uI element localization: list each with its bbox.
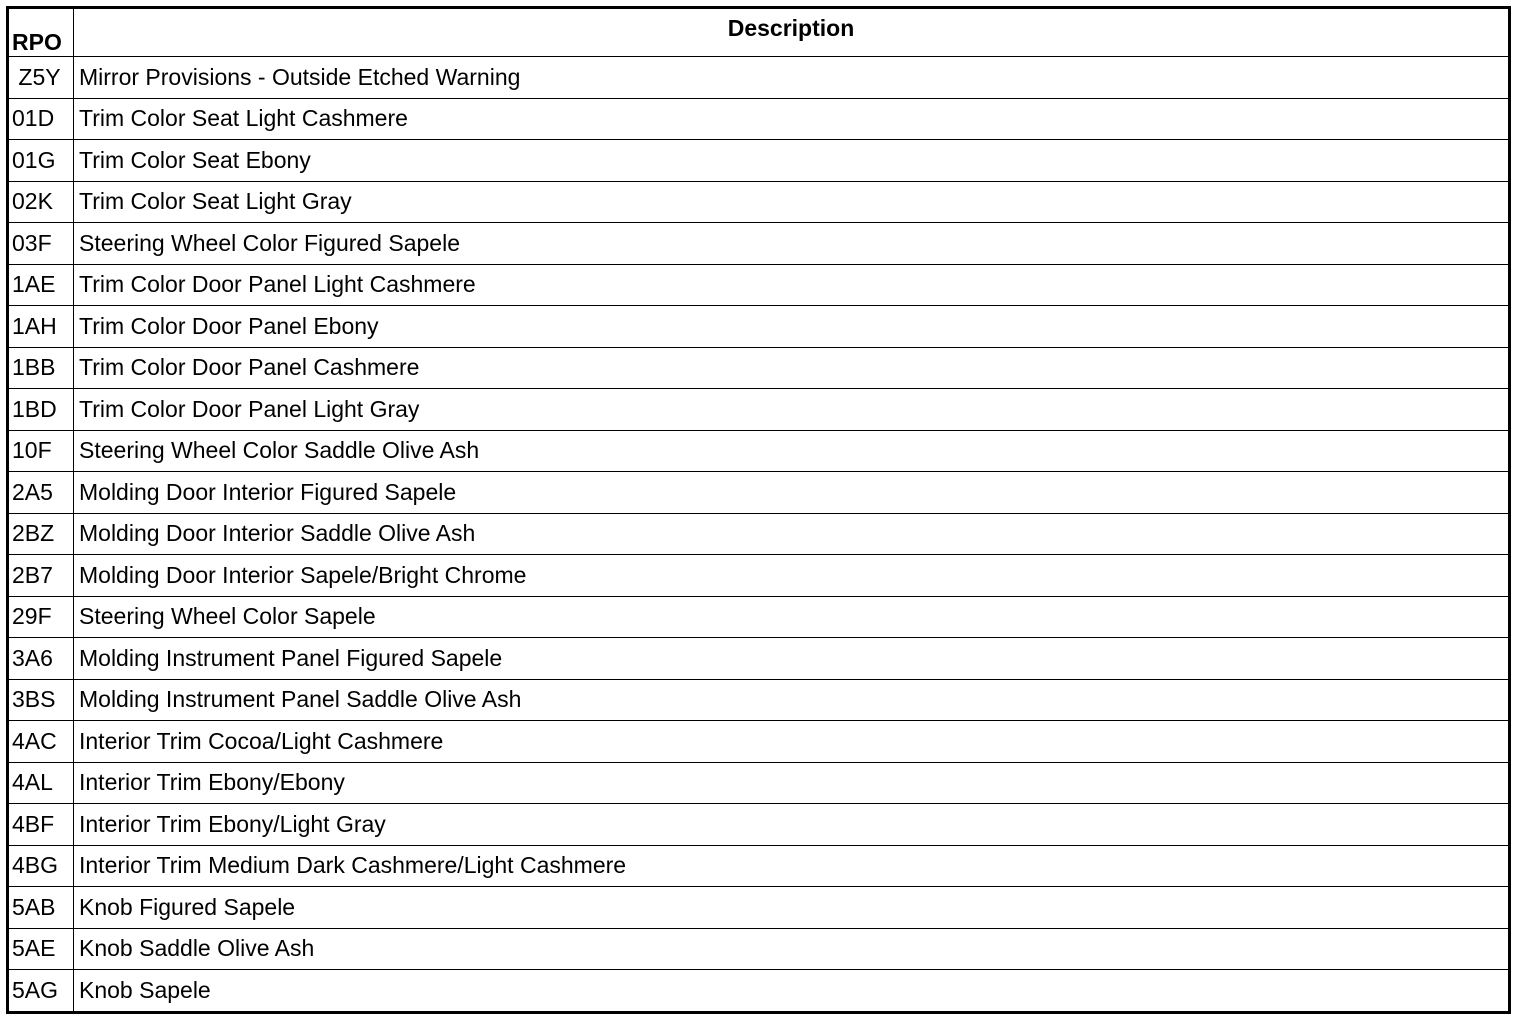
rpo-code-cell: 4BF <box>8 804 74 846</box>
description-cell: Molding Door Interior Sapele/Bright Chrome <box>74 555 1510 597</box>
table-row <box>8 970 1510 1013</box>
rpo-code-cell: 2BZ <box>8 513 74 555</box>
column-header-description: Description <box>74 8 1510 57</box>
rpo-code-cell: 01D <box>8 98 74 140</box>
table-row <box>8 804 1510 846</box>
table-row <box>8 721 1510 763</box>
description-cell: Mirror Provisions - Outside Etched Warning <box>74 57 1510 99</box>
rpo-code-cell: 2A5 <box>8 472 74 514</box>
table-row <box>8 347 1510 389</box>
rpo-code-cell: 5AE <box>8 928 74 970</box>
table-row <box>8 596 1510 638</box>
rpo-code-cell: 4BG <box>8 845 74 887</box>
description-cell: Steering Wheel Color Saddle Olive Ash <box>74 430 1510 472</box>
table-row <box>8 928 1510 970</box>
description-cell: Interior Trim Ebony/Light Gray <box>74 804 1510 846</box>
rpo-code-cell: 3BS <box>8 679 74 721</box>
description-cell: Knob Sapele <box>74 970 1510 1013</box>
table-row <box>8 223 1510 265</box>
description-cell: Molding Door Interior Saddle Olive Ash <box>74 513 1510 555</box>
description-cell: Interior Trim Ebony/Ebony <box>74 762 1510 804</box>
rpo-code-cell: 10F <box>8 430 74 472</box>
rpo-code-cell: 2B7 <box>8 555 74 597</box>
rpo-code-cell: 4AC <box>8 721 74 763</box>
table-row <box>8 57 1510 99</box>
description-cell: Molding Instrument Panel Figured Sapele <box>74 638 1510 680</box>
table-row <box>8 887 1510 929</box>
description-cell: Molding Instrument Panel Saddle Olive Ash <box>74 679 1510 721</box>
table-row <box>8 513 1510 555</box>
table-row <box>8 472 1510 514</box>
table-row <box>8 430 1510 472</box>
description-cell: Trim Color Door Panel Ebony <box>74 306 1510 348</box>
rpo-code-cell: 1AH <box>8 306 74 348</box>
rpo-code-cell: 1BB <box>8 347 74 389</box>
column-header-rpo: RPO <box>8 8 74 57</box>
description-cell: Steering Wheel Color Figured Sapele <box>74 223 1510 265</box>
description-cell: Knob Saddle Olive Ash <box>74 928 1510 970</box>
description-cell: Trim Color Seat Ebony <box>74 140 1510 182</box>
rpo-code-cell: 3A6 <box>8 638 74 680</box>
rpo-code-cell: 5AG <box>8 970 74 1013</box>
table-row <box>8 98 1510 140</box>
table-row <box>8 306 1510 348</box>
description-cell: Steering Wheel Color Sapele <box>74 596 1510 638</box>
rpo-code-cell: 4AL <box>8 762 74 804</box>
description-cell: Trim Color Door Panel Light Cashmere <box>74 264 1510 306</box>
table-row <box>8 181 1510 223</box>
rpo-code-cell: 02K <box>8 181 74 223</box>
rpo-code-cell: 1BD <box>8 389 74 431</box>
description-cell: Trim Color Door Panel Light Gray <box>74 389 1510 431</box>
rpo-code-cell: 01G <box>8 140 74 182</box>
rpo-code-cell: 1AE <box>8 264 74 306</box>
table-row <box>8 762 1510 804</box>
rpo-code-cell: 5AB <box>8 887 74 929</box>
description-cell: Interior Trim Cocoa/Light Cashmere <box>74 721 1510 763</box>
table-row <box>8 638 1510 680</box>
description-cell: Trim Color Seat Light Cashmere <box>74 98 1510 140</box>
table-row <box>8 845 1510 887</box>
table-body <box>8 57 1510 1013</box>
rpo-code-cell: 29F <box>8 596 74 638</box>
rpo-description-table <box>6 6 1511 1014</box>
table-row <box>8 555 1510 597</box>
description-cell: Trim Color Seat Light Gray <box>74 181 1510 223</box>
description-cell: Knob Figured Sapele <box>74 887 1510 929</box>
table-row <box>8 140 1510 182</box>
table-row <box>8 679 1510 721</box>
rpo-code-cell: Z5Y <box>8 57 74 99</box>
rpo-code-cell: 03F <box>8 223 74 265</box>
table-row <box>8 389 1510 431</box>
description-cell: Interior Trim Medium Dark Cashmere/Light Cashmere <box>74 845 1510 887</box>
description-cell: Trim Color Door Panel Cashmere <box>74 347 1510 389</box>
description-cell: Molding Door Interior Figured Sapele <box>74 472 1510 514</box>
table-row <box>8 264 1510 306</box>
header-row <box>8 8 1510 57</box>
table-header <box>8 8 1510 57</box>
